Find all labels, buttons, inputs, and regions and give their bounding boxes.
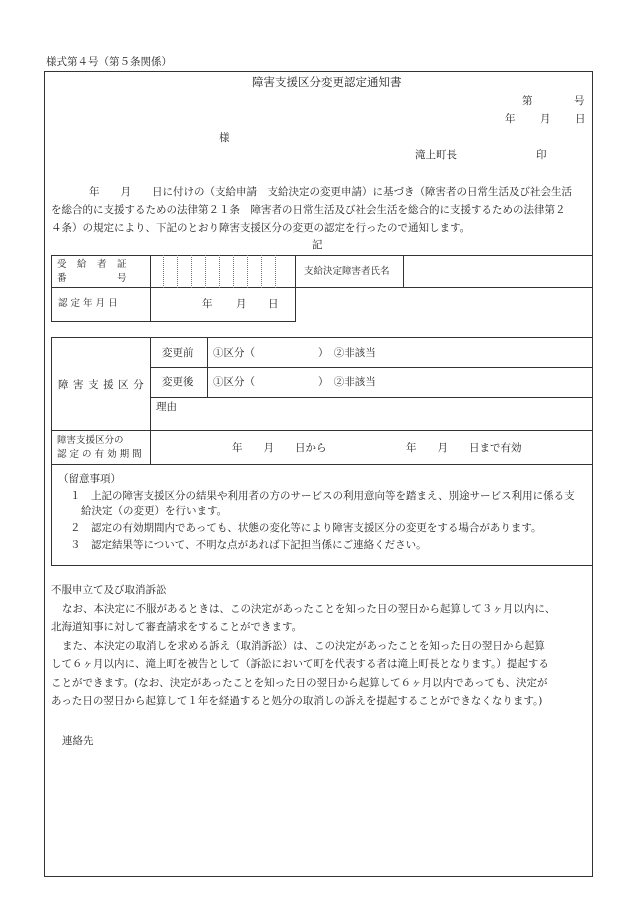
date-year: 年	[505, 113, 516, 125]
notes-heading: （留意事項）	[58, 473, 121, 485]
cert-date-year: 年	[202, 298, 213, 310]
after-value: ①区分（ ） ②非該当	[213, 376, 376, 388]
period-to: 年 月 日まで有効	[406, 442, 522, 454]
appeal-heading: 不服申立て及び取消訴訟	[51, 584, 167, 596]
period-from: 年 月 日から	[232, 442, 327, 454]
reason-label: 理由	[156, 401, 177, 413]
appeal-line-5: ことができます。(なお、決定があったことを知った日の翌日から起算して６ヶ月以内であっても、決定が	[51, 677, 548, 689]
before-label: 変更前	[162, 347, 194, 359]
notes-item-2: ２ 認定の有効期間内であっても、状態の変化等により障害支援区分の変更をする場合があります。	[70, 522, 542, 534]
intro-line-3: ４条）の規定により、下記のとおり障害支援区分の変更の認定を行ったので通知します。	[51, 222, 471, 234]
intro-line-2: を総合的に支援するための法律第２１条 障害者の日常生活及び社会生活を総合的に支援するための法律第２	[51, 204, 566, 216]
category-label: 障 害 支 援 区 分	[58, 379, 145, 391]
cert-date-month: 月	[236, 298, 247, 310]
cert-date-day: 日	[268, 298, 279, 310]
notes-item-3: ３ 認定結果等について、不明な点があれば下記担当係にご連絡ください。	[70, 539, 427, 551]
intro-line-1: 年 月 日に付けの（支給申請 支給決定の変更申請）に基づき（障害者の日常生活及び社会生活	[89, 186, 572, 198]
seal-mark: 印	[536, 149, 547, 161]
recipient-cert-label-1: 受 給 者 証	[57, 259, 128, 270]
notes-item-1: １ 上記の障害支援区分の結果や利用者の方のサービスの利用意向等を踏まえ、別途サービス利用に係る支	[70, 490, 575, 502]
period-label-2: 認 定 の 有 効 期 間	[57, 449, 142, 460]
document-title: 障害支援区分変更認定通知書	[252, 75, 402, 89]
notes-item-1-cont: 給決定（の変更）を行います。	[81, 505, 228, 517]
number-go: 号	[574, 95, 585, 107]
appeal-line-1: なお、本決定に不服があるときは、この決定があったことを知った日の翌日から起算して３ヶ月以内に、	[62, 603, 556, 615]
contact-label: 連絡先	[62, 735, 94, 747]
before-value: ①区分（ ） ②非該当	[213, 347, 376, 359]
number-dai: 第	[522, 95, 533, 107]
recipient-cert-label-2: 番 号	[57, 273, 128, 284]
period-label-1: 障害支援区分の	[57, 435, 124, 446]
appeal-line-4: して６ヶ月以内に、滝上町を被告として（訴訟において町を代表する者は滝上町長となります。）提起する	[51, 658, 549, 670]
after-label: 変更後	[162, 376, 194, 388]
appeal-line-2: 北海道知事に対して審査請求をすることができます。	[51, 621, 303, 633]
date-month: 月	[540, 113, 551, 125]
appeal-line-3: また、本決定の取消しを求める訴え（取消訴訟）は、この決定があったことを知った日の翌日から起算	[62, 640, 545, 652]
form-number: 様式第４号（第５条関係）	[46, 56, 172, 68]
appeal-line-6: あった日の翌日から起算して１年を経過すると処分の取消しの訴えを提起することができなくなります。)	[51, 695, 543, 707]
cert-date-label: 認 定 年 月 日	[58, 298, 118, 309]
date-day: 日	[575, 113, 586, 125]
issuer-name: 滝上町長	[415, 149, 457, 161]
recipient-sama: 様	[219, 132, 230, 144]
ki-label: 記	[312, 239, 323, 251]
decision-name-label: 支給決定障害者氏名	[304, 266, 390, 277]
